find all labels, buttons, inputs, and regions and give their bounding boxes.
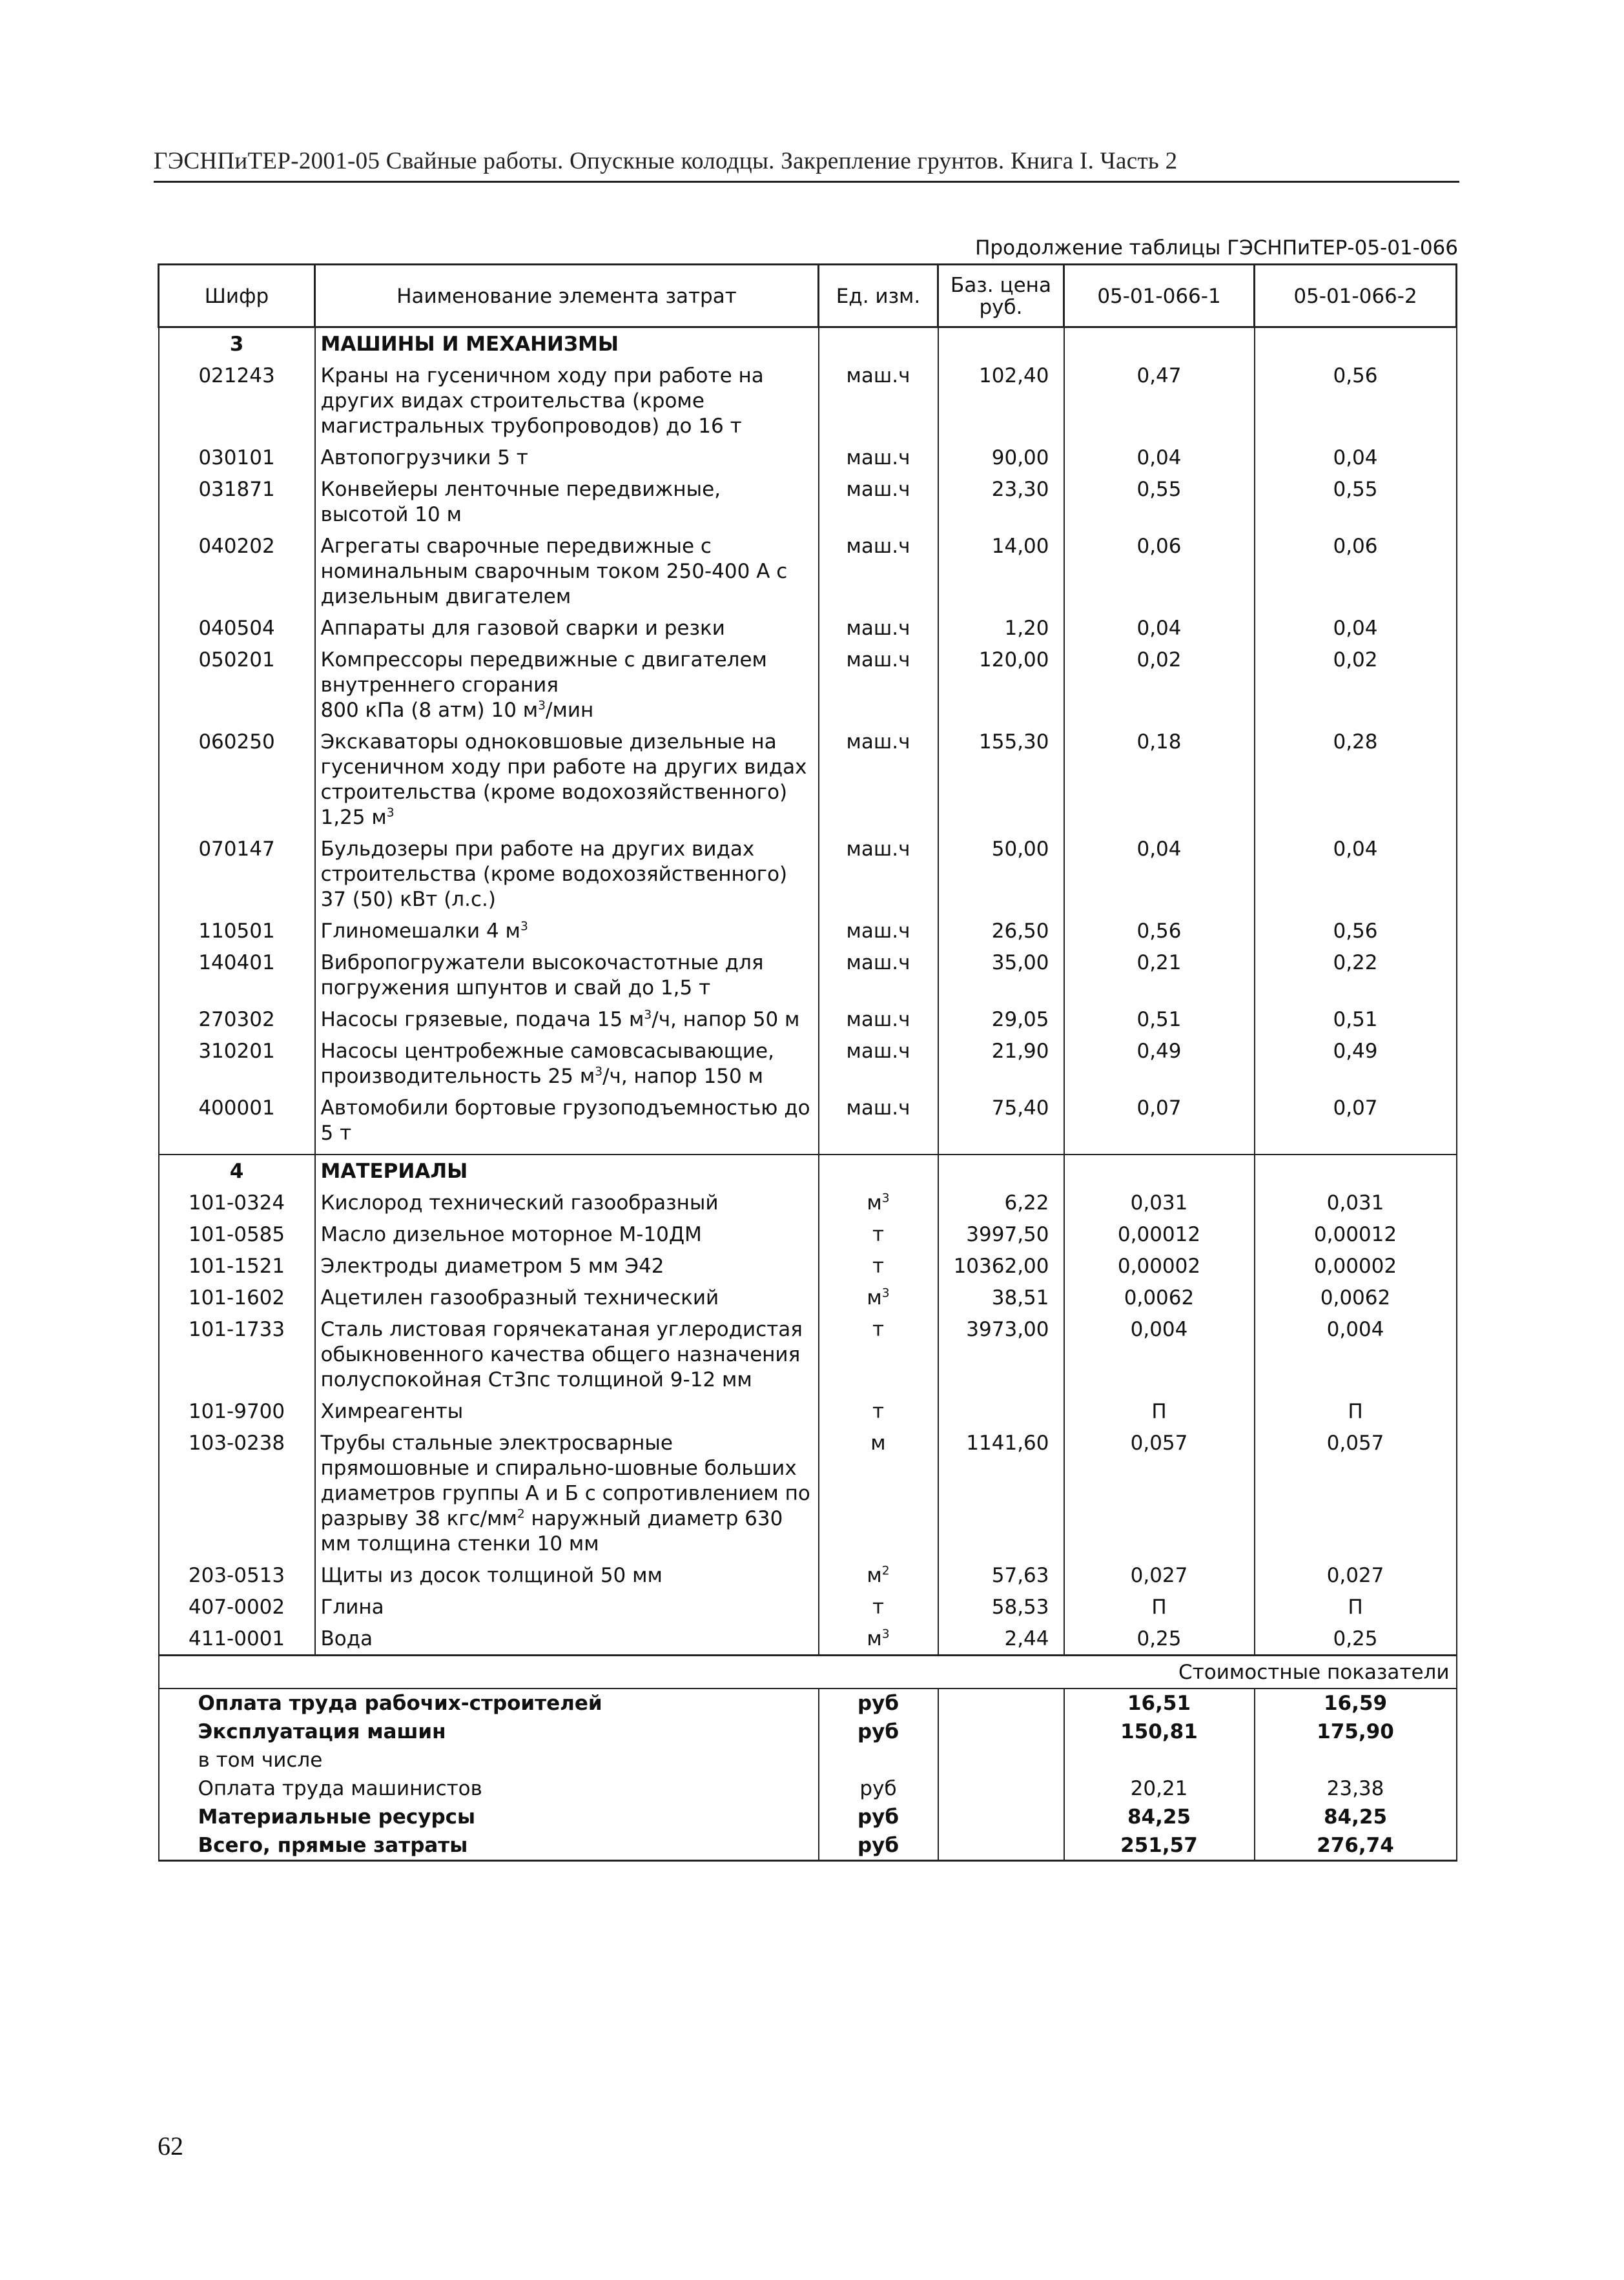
cell-norm-2: 0,51 (1255, 1003, 1457, 1035)
summary-row (159, 1689, 1457, 1718)
cell-norm-2: 0,49 (1255, 1035, 1457, 1092)
cell-empty (819, 1155, 938, 1187)
summary-value-2: 16,59 (1255, 1689, 1457, 1718)
cell-norm-1: 0,55 (1064, 473, 1255, 530)
cell-price: 6,22 (938, 1187, 1064, 1218)
cell-price: 29,05 (938, 1003, 1064, 1035)
header-rule (154, 181, 1459, 183)
resource-table (158, 263, 1457, 1862)
cell-empty (938, 327, 1064, 360)
table-row (159, 1218, 1457, 1250)
cell-price: 90,00 (938, 442, 1064, 473)
cell-unit: $м^2$ (819, 1559, 938, 1591)
cell-unit: $м^3$ (819, 1282, 938, 1313)
cell-unit: $м^3$ (819, 1187, 938, 1218)
cell-norm-1: 0,56 (1064, 915, 1255, 947)
table-row (159, 833, 1457, 915)
summary-value-2: 175,90 (1255, 1718, 1457, 1746)
table-row (159, 612, 1457, 644)
cell-norm-1: П (1064, 1591, 1255, 1623)
cell-unit: маш.ч (819, 1035, 938, 1092)
table-row (159, 1035, 1457, 1092)
cell-price: 35,00 (938, 947, 1064, 1003)
summary-row (159, 1774, 1457, 1803)
cell-unit: т (819, 1591, 938, 1623)
resource-table-wrapper (158, 263, 1455, 1862)
cost-header-row (159, 1656, 1457, 1689)
cell-name: Бульдозеры при работе на других видах строительства (кроме водохозяйственного) 37 (50) кВт (л.с.) (315, 833, 819, 915)
cell-code: 203-0513 (159, 1559, 315, 1591)
cell-empty (1064, 327, 1255, 360)
cell-code: 101-1521 (159, 1250, 315, 1282)
cell-code: 310201 (159, 1035, 315, 1092)
cell-norm-1: 0,0062 (1064, 1282, 1255, 1313)
col-header-code: Шифр (159, 265, 315, 327)
cell-code: 101-0324 (159, 1187, 315, 1218)
summary-value-1: 20,21 (1064, 1774, 1255, 1803)
cell-price: 120,00 (938, 644, 1064, 726)
table-row (159, 1187, 1457, 1218)
cell-norm-1: 0,21 (1064, 947, 1255, 1003)
section-code: 3 (159, 327, 315, 360)
table-row (159, 1427, 1457, 1559)
cell-norm-2: 0,027 (1255, 1559, 1457, 1591)
cell-name: Автомобили бортовые грузоподъемностью до 5 т (315, 1092, 819, 1155)
cell-norm-1: 0,06 (1064, 530, 1255, 612)
cell-name: Щиты из досок толщиной 50 мм (315, 1559, 819, 1591)
cell-name: Глиномешалки 4 $м^3$ (315, 915, 819, 947)
cell-code: 031871 (159, 473, 315, 530)
cell-norm-1: 0,25 (1064, 1623, 1255, 1656)
cell-name: Аппараты для газовой сварки и резки (315, 612, 819, 644)
cell-norm-2: П (1255, 1395, 1457, 1427)
cell-price: 50,00 (938, 833, 1064, 915)
cell-norm-2: П (1255, 1591, 1457, 1623)
cell-code: 101-0585 (159, 1218, 315, 1250)
section-title: МАШИНЫ И МЕХАНИЗМЫ (315, 327, 819, 360)
table-row (159, 1591, 1457, 1623)
summary-value-1: 16,51 (1064, 1689, 1255, 1718)
cell-norm-2: 0,07 (1255, 1092, 1457, 1155)
cell-norm-2: 0,031 (1255, 1187, 1457, 1218)
summary-value-2: 276,74 (1255, 1831, 1457, 1861)
cell-norm-2: 0,28 (1255, 726, 1457, 833)
summary-row (159, 1718, 1457, 1746)
cell-price: 155,30 (938, 726, 1064, 833)
cell-code: 060250 (159, 726, 315, 833)
table-row (159, 1282, 1457, 1313)
cell-empty (938, 1774, 1064, 1803)
summary-unit (819, 1746, 938, 1774)
cell-norm-2: 0,02 (1255, 644, 1457, 726)
table-row (159, 473, 1457, 530)
summary-unit: руб (819, 1718, 938, 1746)
cell-norm-1: 0,18 (1064, 726, 1255, 833)
cell-unit: маш.ч (819, 1003, 938, 1035)
cell-code: 407-0002 (159, 1591, 315, 1623)
table-row (159, 1250, 1457, 1282)
cell-norm-1: 0,02 (1064, 644, 1255, 726)
cell-code: 040504 (159, 612, 315, 644)
cell-name-line2: 800 кПа (8 атм) 10 $м^3$/мин (320, 699, 594, 722)
cell-code: 400001 (159, 1092, 315, 1155)
summary-value-1 (1064, 1746, 1255, 1774)
table-row (159, 1395, 1457, 1427)
cell-norm-1: 0,027 (1064, 1559, 1255, 1591)
cell-norm-1: 0,04 (1064, 442, 1255, 473)
cell-price (938, 1395, 1064, 1427)
table-row (159, 915, 1457, 947)
cell-empty (1255, 1155, 1457, 1187)
cell-norm-1: 0,004 (1064, 1313, 1255, 1395)
table-row (159, 1559, 1457, 1591)
cell-empty (1255, 327, 1457, 360)
cell-name: Краны на гусеничном ходу при работе на других видах строительства (кроме магистральных трубопроводов) до 16 т (315, 360, 819, 442)
cell-unit: маш.ч (819, 473, 938, 530)
cell-price: 21,90 (938, 1035, 1064, 1092)
cell-name: Насосы грязевые, подача 15 $м^3/ч$, напор 50 м (315, 1003, 819, 1035)
cell-price: 102,40 (938, 360, 1064, 442)
cell-code: 270302 (159, 1003, 315, 1035)
cell-code: 050201 (159, 644, 315, 726)
section-row (159, 1155, 1457, 1187)
cell-name: Кислород технический газообразный (315, 1187, 819, 1218)
cell-empty (938, 1155, 1064, 1187)
cell-name: Насосы центробежные самовсасывающие, производительность 25 $м^3/ч$, напор 150 м (315, 1035, 819, 1092)
cell-unit: маш.ч (819, 1092, 938, 1155)
cell-name: Химреагенты (315, 1395, 819, 1427)
cell-unit: т (819, 1395, 938, 1427)
cell-name: Конвейеры ленточные передвижные, высотой 10 м (315, 473, 819, 530)
table-row (159, 360, 1457, 442)
cell-norm-1: 0,00012 (1064, 1218, 1255, 1250)
cell-name: Экскаваторы одноковшовые дизельные на гусеничном ходу при работе на других видах строительства (кроме водохозяйственного) 1,25 $м^3$ (315, 726, 819, 833)
summary-label: в том числе (159, 1746, 819, 1774)
cell-norm-2: 0,04 (1255, 612, 1457, 644)
summary-unit: руб (819, 1803, 938, 1831)
cell-norm-1: 0,00002 (1064, 1250, 1255, 1282)
cell-norm-1: 0,47 (1064, 360, 1255, 442)
cell-empty (938, 1718, 1064, 1746)
cell-unit: маш.ч (819, 530, 938, 612)
cell-price: 2,44 (938, 1623, 1064, 1656)
cell-norm-2: 0,00012 (1255, 1218, 1457, 1250)
cell-price: 1,20 (938, 612, 1064, 644)
summary-unit: руб (819, 1774, 938, 1803)
cell-norm-1: 0,07 (1064, 1092, 1255, 1155)
summary-label: Оплата труда машинистов (159, 1774, 819, 1803)
cell-code: 101-1733 (159, 1313, 315, 1395)
table-row (159, 1003, 1457, 1035)
cell-name: Вода (315, 1623, 819, 1656)
table-row (159, 644, 1457, 726)
cell-name: Компрессоры передвижные с двигателем внутреннего сгорания 800 кПа (8 атм) 10 $м^3$/мин (315, 644, 819, 726)
cell-norm-1: 0,031 (1064, 1187, 1255, 1218)
table-row (159, 947, 1457, 1003)
cell-unit: маш.ч (819, 947, 938, 1003)
summary-value-2: 84,25 (1255, 1803, 1457, 1831)
table-row (159, 442, 1457, 473)
cell-norm-2: 0,56 (1255, 915, 1457, 947)
cell-price: 26,50 (938, 915, 1064, 947)
cell-price: 10362,00 (938, 1250, 1064, 1282)
summary-value-1: 150,81 (1064, 1718, 1255, 1746)
cell-norm-2: 0,00002 (1255, 1250, 1457, 1282)
cell-unit: маш.ч (819, 915, 938, 947)
cell-norm-1: 0,04 (1064, 833, 1255, 915)
cell-name: Агрегаты сварочные передвижные с номинальным сварочным током 250-400 А с дизельным двигателем (315, 530, 819, 612)
cell-price: 38,51 (938, 1282, 1064, 1313)
cell-unit: т (819, 1313, 938, 1395)
cell-norm-1: 0,04 (1064, 612, 1255, 644)
summary-value-2 (1255, 1746, 1457, 1774)
table-row (159, 1313, 1457, 1395)
cell-name: Сталь листовая горячекатаная углеродистая обыкновенного качества общего назначения полуспокойная Ст3пс толщиной 9-12 мм (315, 1313, 819, 1395)
cell-unit: маш.ч (819, 833, 938, 915)
cell-norm-1: 0,057 (1064, 1427, 1255, 1559)
cell-price: 57,63 (938, 1559, 1064, 1591)
cell-code: 030101 (159, 442, 315, 473)
summary-label: Оплата труда рабочих-строителей (159, 1689, 819, 1718)
cell-unit: маш.ч (819, 442, 938, 473)
table-header-row (159, 265, 1457, 327)
cell-norm-2: 0,55 (1255, 473, 1457, 530)
cell-code: 070147 (159, 833, 315, 915)
summary-row (159, 1831, 1457, 1861)
cell-code: 140401 (159, 947, 315, 1003)
table-body (159, 327, 1457, 1861)
cell-code: 103-0238 (159, 1427, 315, 1559)
cell-norm-2: 0,25 (1255, 1623, 1457, 1656)
cell-empty (938, 1689, 1064, 1718)
summary-row (159, 1746, 1457, 1774)
cell-unit: $м^3$ (819, 1623, 938, 1656)
cell-unit: маш.ч (819, 726, 938, 833)
summary-value-2: 23,38 (1255, 1774, 1457, 1803)
cell-price: 14,00 (938, 530, 1064, 612)
running-header: ГЭСНПиТЕР-2001-05 Свайные работы. Опускные колодцы. Закрепление грунтов. Книга I. Часть 2 (154, 148, 1178, 174)
cell-empty (938, 1803, 1064, 1831)
summary-unit: руб (819, 1689, 938, 1718)
table-continuation-caption: Продолжение таблицы ГЭСНПиТЕР-05-01-066 (975, 236, 1458, 260)
cell-unit: маш.ч (819, 360, 938, 442)
cell-name: Трубы стальные электросварные прямошовные и спирально-шовные больших диаметров группы А и Б с сопротивлением по разрыву 38 кгс/$мм^2$ наружный диаметр 630 мм толщина стенки 10 мм (315, 1427, 819, 1559)
cell-code: 411-0001 (159, 1623, 315, 1656)
cell-norm-1: 0,51 (1064, 1003, 1255, 1035)
col-header-price: Баз. цена руб. (938, 265, 1064, 327)
summary-label: Материальные ресурсы (159, 1803, 819, 1831)
cell-empty (938, 1831, 1064, 1861)
col-header-name: Наименование элемента затрат (315, 265, 819, 327)
cell-unit: маш.ч (819, 644, 938, 726)
cell-price: 23,30 (938, 473, 1064, 530)
col-header-norm-2: 05-01-066-2 (1255, 265, 1457, 327)
cell-empty (819, 327, 938, 360)
cell-price: 1141,60 (938, 1427, 1064, 1559)
cell-norm-2: 0,04 (1255, 442, 1457, 473)
cell-norm-2: 0,0062 (1255, 1282, 1457, 1313)
section-title: МАТЕРИАЛЫ (315, 1155, 819, 1187)
cell-unit: т (819, 1218, 938, 1250)
cell-norm-2: 0,04 (1255, 833, 1457, 915)
cell-name: Автопогрузчики 5 т (315, 442, 819, 473)
summary-value-1: 251,57 (1064, 1831, 1255, 1861)
cell-code: 101-1602 (159, 1282, 315, 1313)
cell-code: 101-9700 (159, 1395, 315, 1427)
section-code: 4 (159, 1155, 315, 1187)
cell-price: 3973,00 (938, 1313, 1064, 1395)
cell-name: Электроды диаметром 5 мм Э42 (315, 1250, 819, 1282)
cell-name: Вибропогружатели высокочастотные для погружения шпунтов и свай до 1,5 т (315, 947, 819, 1003)
cell-code: 110501 (159, 915, 315, 947)
cell-norm-2: 0,56 (1255, 360, 1457, 442)
table-row (159, 726, 1457, 833)
col-header-unit: Ед. изм. (819, 265, 938, 327)
cell-unit: маш.ч (819, 612, 938, 644)
cell-unit: м (819, 1427, 938, 1559)
cell-empty (938, 1746, 1064, 1774)
summary-row (159, 1803, 1457, 1831)
cell-price: 3997,50 (938, 1218, 1064, 1250)
cell-norm-1: П (1064, 1395, 1255, 1427)
cell-norm-1: 0,49 (1064, 1035, 1255, 1092)
cell-price: 75,40 (938, 1092, 1064, 1155)
summary-unit: руб (819, 1831, 938, 1861)
cell-name: Масло дизельное моторное М-10ДМ (315, 1218, 819, 1250)
cell-price: 58,53 (938, 1591, 1064, 1623)
cell-norm-2: 0,22 (1255, 947, 1457, 1003)
cell-norm-2: 0,057 (1255, 1427, 1457, 1559)
cell-code: 040202 (159, 530, 315, 612)
table-row (159, 1623, 1457, 1656)
cell-empty (1064, 1155, 1255, 1187)
cell-unit: т (819, 1250, 938, 1282)
page-number: 62 (158, 2131, 183, 2161)
summary-label: Эксплуатация машин (159, 1718, 819, 1746)
cell-code: 021243 (159, 360, 315, 442)
summary-label: Всего, прямые затраты (159, 1831, 819, 1861)
cell-name: Ацетилен газообразный технический (315, 1282, 819, 1313)
cell-norm-2: 0,004 (1255, 1313, 1457, 1395)
cost-indicators-header: Стоимостные показатели (159, 1656, 1457, 1689)
col-header-norm-1: 05-01-066-1 (1064, 265, 1255, 327)
cell-name: Глина (315, 1591, 819, 1623)
table-row (159, 1092, 1457, 1155)
cell-norm-2: 0,06 (1255, 530, 1457, 612)
section-row (159, 327, 1457, 360)
table-row (159, 530, 1457, 612)
summary-value-1: 84,25 (1064, 1803, 1255, 1831)
